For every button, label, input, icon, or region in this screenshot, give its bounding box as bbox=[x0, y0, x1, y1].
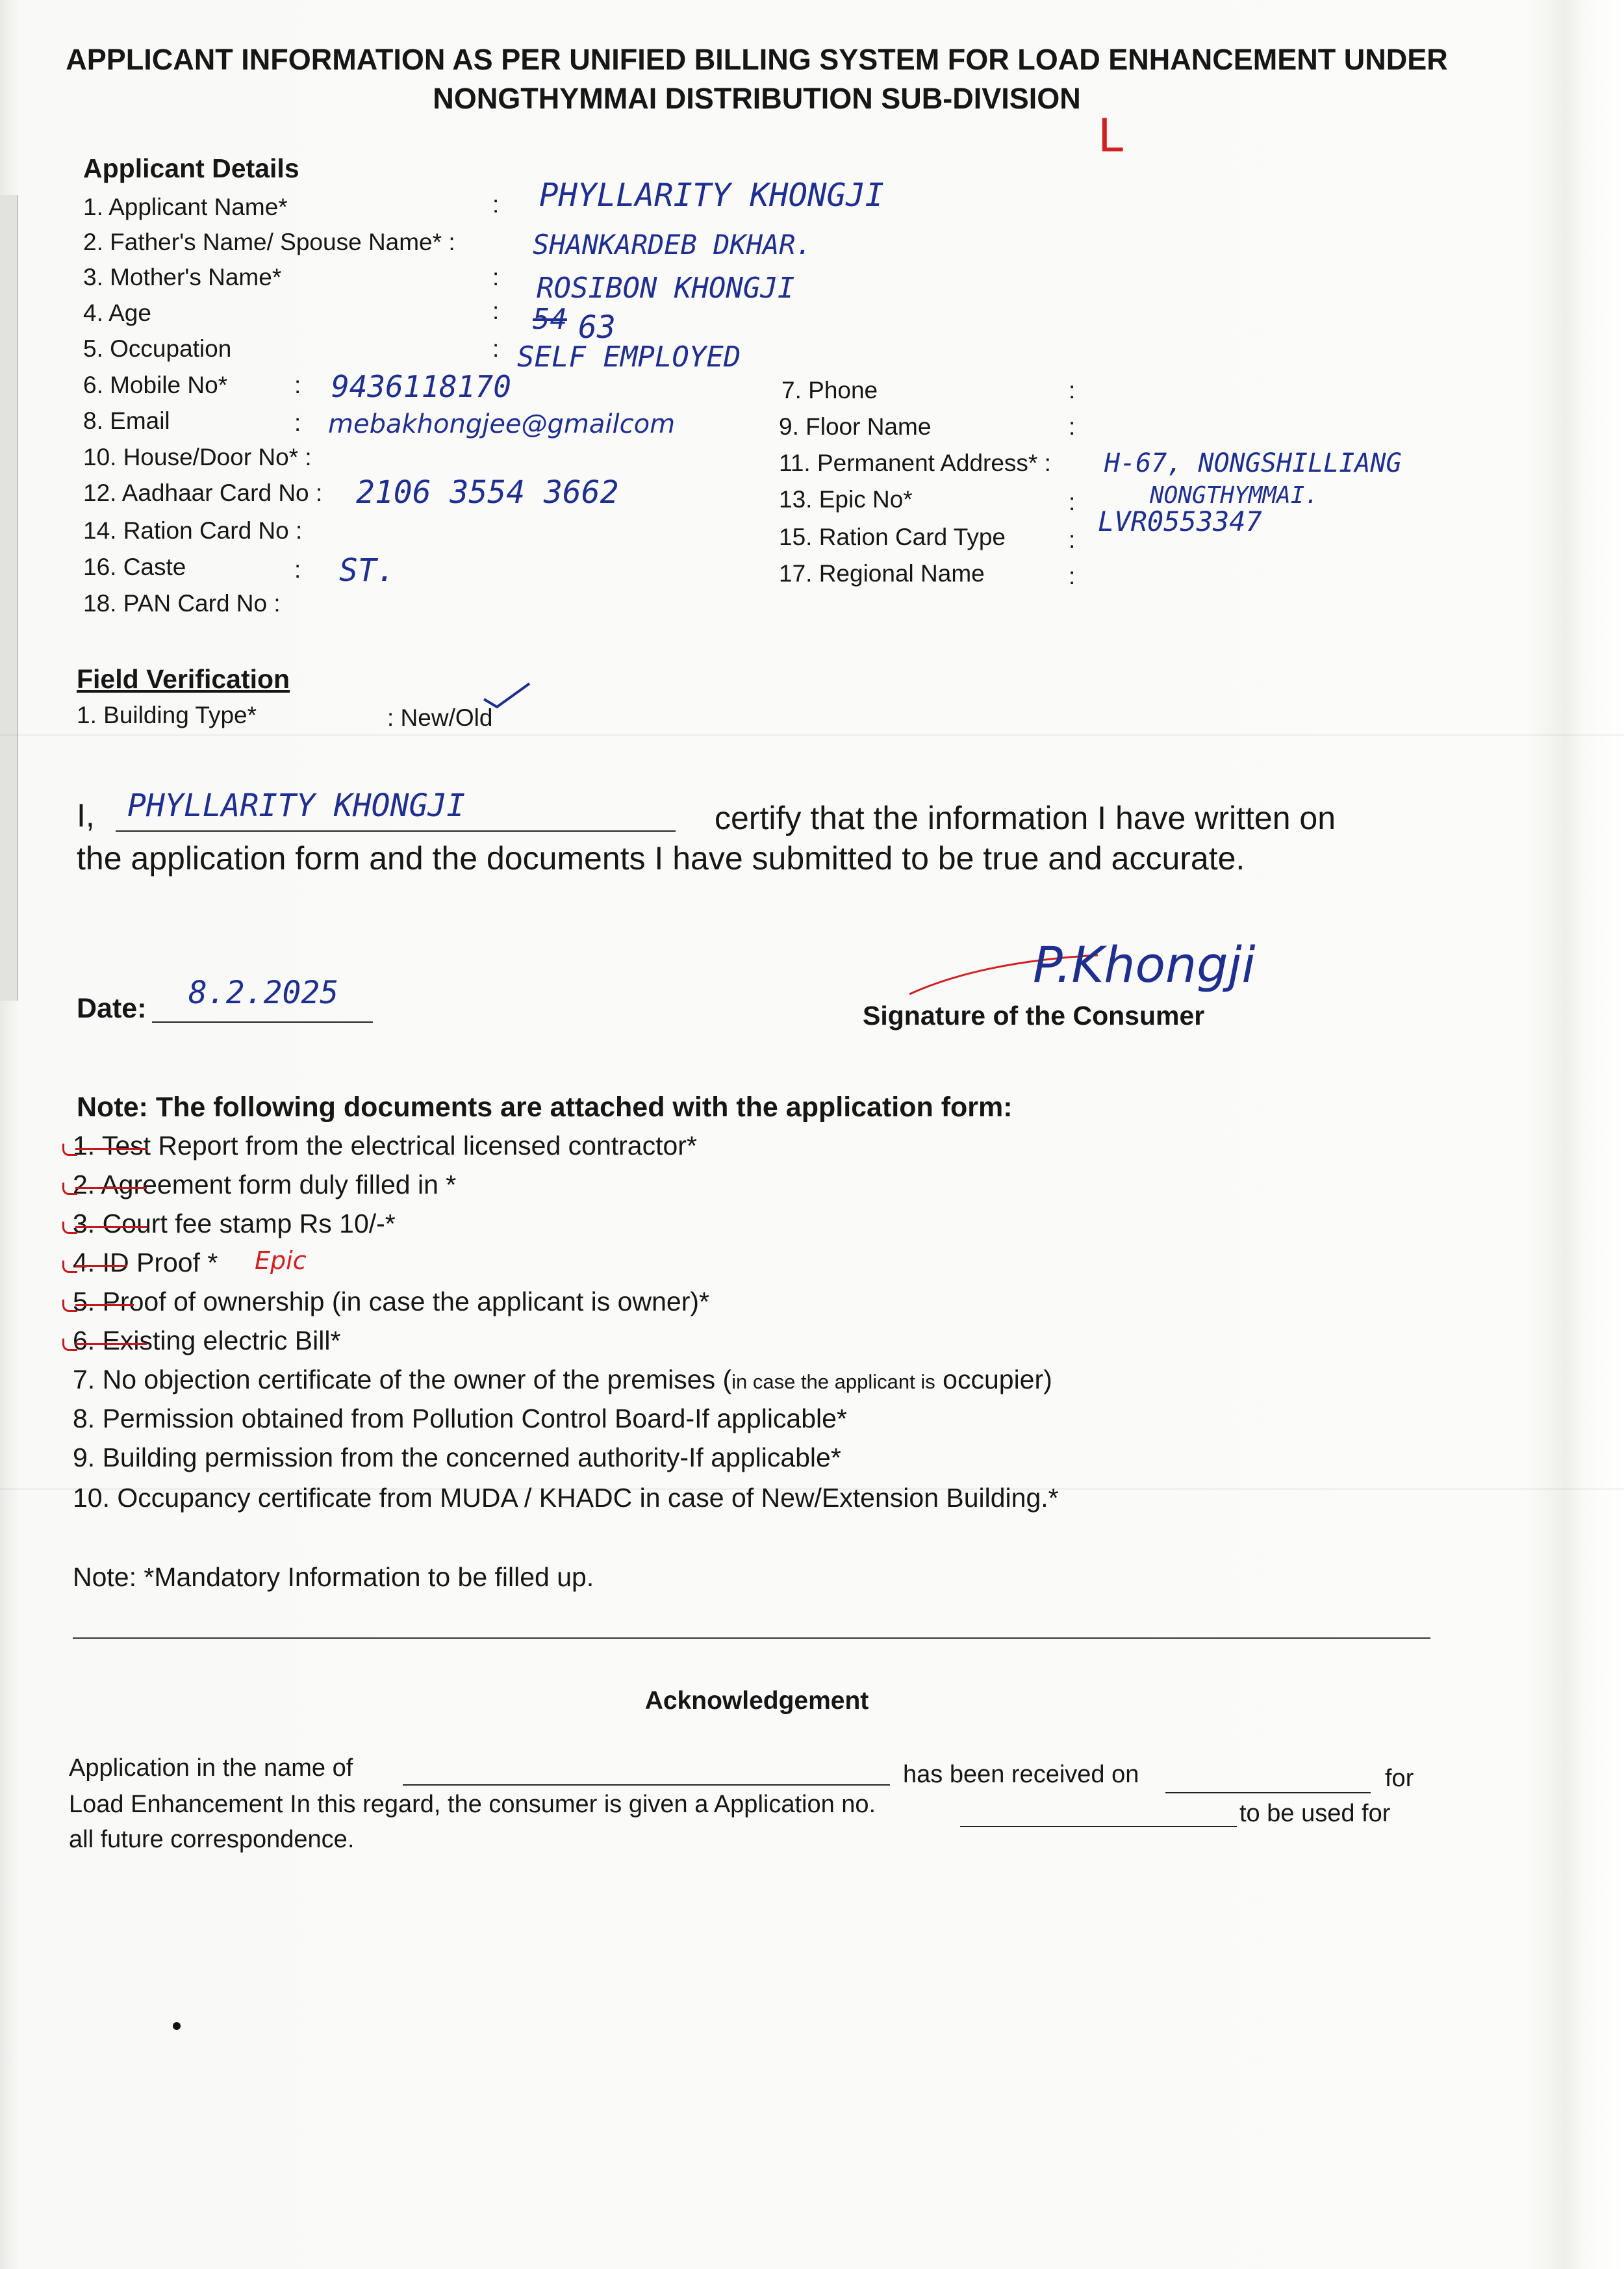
acknowledgement-heading: Acknowledgement bbox=[644, 1687, 869, 1715]
caste-label: 16. Caste bbox=[83, 554, 186, 580]
house-no-label: 10. House/Door No* : bbox=[83, 444, 312, 470]
applicant-name-value: PHYLLARITY KHONGJI bbox=[539, 177, 885, 214]
corner-mark: L bbox=[1098, 109, 1123, 162]
declaration-line1: certify that the information I have written on bbox=[715, 800, 1336, 836]
ack-line1-start: Application in the name of bbox=[69, 1754, 353, 1782]
document-item-4: 4. ID Proof * bbox=[73, 1248, 218, 1277]
ack-name-blank bbox=[403, 1784, 890, 1786]
form-title-line2: NONGTHYMMAI DISTRIBUTION SUB-DIVISION bbox=[433, 82, 1081, 115]
mobile-label: 6. Mobile No* bbox=[83, 372, 228, 398]
ack-line1-mid: has been received on bbox=[903, 1761, 1139, 1788]
mandatory-note: Note: *Mandatory Information to be filled up. bbox=[73, 1562, 594, 1592]
document-item-8: 8. Permission obtained from Pollution Control Board-If applicable* bbox=[73, 1404, 847, 1433]
document-item-2: 2. Agreement form duly filled in * bbox=[73, 1170, 457, 1199]
colon: : bbox=[1069, 563, 1076, 589]
documents-heading: Note: The following documents are attached with the application form: bbox=[77, 1092, 1013, 1123]
epic-value: LVR0553347 bbox=[1098, 506, 1262, 537]
mother-name-value: ROSIBON KHONGJI bbox=[537, 272, 795, 305]
id-proof-note: Epic bbox=[255, 1246, 307, 1275]
regional-name-label: 17. Regional Name bbox=[779, 560, 985, 587]
section-divider bbox=[73, 1637, 1430, 1639]
colon: : bbox=[294, 409, 301, 436]
building-type-label: 1. Building Type* bbox=[77, 702, 257, 728]
ack-line2-end: to be used for bbox=[1239, 1800, 1391, 1827]
age-struck-value: 54 bbox=[533, 303, 567, 336]
aadhaar-label: 12. Aadhaar Card No : bbox=[83, 480, 323, 506]
declaration-name-value: PHYLLARITY KHONGJI bbox=[127, 788, 466, 824]
permanent-address-line2: NONGTHYMMAI. bbox=[1150, 482, 1319, 509]
declaration-prefix: I, bbox=[77, 797, 95, 834]
document-item-7 bbox=[73, 1365, 1052, 1395]
email-label: 8. Email bbox=[83, 407, 170, 434]
ack-line1-end: for bbox=[1385, 1765, 1414, 1792]
applicant-details-heading: Applicant Details bbox=[83, 153, 299, 183]
permanent-address-label: 11. Permanent Address* : bbox=[779, 450, 1051, 476]
colon: : bbox=[492, 264, 500, 290]
document-item-7-end: occupier) bbox=[943, 1365, 1052, 1394]
ack-line3: all future correspondence. bbox=[69, 1826, 355, 1853]
red-strike-mark bbox=[75, 1343, 147, 1345]
age-value: 63 bbox=[578, 309, 616, 346]
declaration-name-line bbox=[116, 830, 676, 832]
declaration-line2: the application form and the documents I have submitted to be true and accurate. bbox=[77, 840, 1245, 877]
red-strike-mark bbox=[75, 1265, 127, 1267]
epic-label: 13. Epic No* bbox=[779, 486, 913, 513]
paper-fold-line bbox=[0, 734, 1624, 736]
date-value: 8.2.2025 bbox=[188, 975, 339, 1011]
document-item-9: 9. Building permission from the concerned authority-If applicable* bbox=[73, 1442, 841, 1472]
father-name-value: SHANKARDEB DKHAR. bbox=[533, 229, 812, 261]
red-strike-mark bbox=[75, 1187, 147, 1189]
document-item-7-small: in case the applicant is bbox=[731, 1370, 935, 1393]
date-label: Date: bbox=[77, 993, 147, 1024]
ink-dot bbox=[173, 2022, 181, 2030]
document-item-10: 10. Occupancy certificate from MUDA / KHADC in case of New/Extension Building.* bbox=[73, 1483, 1059, 1513]
age-label: 4. Age bbox=[83, 300, 151, 326]
document-item-5: 5. Proof of ownership (in case the applicant is owner)* bbox=[73, 1287, 709, 1316]
father-name-label: 2. Father's Name/ Spouse Name* : bbox=[83, 229, 455, 255]
colon: : bbox=[1069, 413, 1076, 440]
form-title-line1: APPLICANT INFORMATION AS PER UNIFIED BILLING SYSTEM FOR LOAD ENHANCEMENT UNDER bbox=[66, 43, 1448, 76]
building-type-value: : New/Old bbox=[387, 704, 493, 731]
ration-card-label: 14. Ration Card No : bbox=[83, 517, 303, 544]
occupation-value: SELF EMPLOYED bbox=[517, 340, 741, 374]
colon: : bbox=[1069, 526, 1076, 553]
scan-edge-strip bbox=[0, 195, 18, 1001]
colon: : bbox=[492, 298, 500, 324]
caste-value: ST. bbox=[339, 552, 396, 589]
mother-name-label: 3. Mother's Name* bbox=[83, 264, 282, 290]
colon: : bbox=[294, 556, 301, 583]
ack-line2-start: Load Enhancement In this regard, the consumer is given a Application no. bbox=[69, 1791, 876, 1818]
field-verification-heading: Field Verification bbox=[77, 664, 290, 694]
document-item-1: 1. Test Report from the electrical licensed contractor* bbox=[73, 1131, 697, 1160]
colon: : bbox=[1069, 489, 1076, 515]
applicant-name-label: 1. Applicant Name* bbox=[83, 194, 288, 220]
document-item-3: 3. Court fee stamp Rs 10/-* bbox=[73, 1209, 396, 1238]
mobile-value: 9436118170 bbox=[331, 369, 511, 404]
ack-date-blank bbox=[1165, 1792, 1371, 1793]
consumer-signature: P.Khongji bbox=[1033, 936, 1256, 993]
document-item-7-text: 7. No objection certificate of the owner of the premises ( bbox=[73, 1365, 732, 1394]
ack-application-no-blank bbox=[960, 1826, 1237, 1827]
pan-card-label: 18. PAN Card No : bbox=[83, 590, 281, 617]
floor-name-label: 9. Floor Name bbox=[779, 413, 932, 440]
colon: : bbox=[492, 335, 500, 362]
colon: : bbox=[1069, 377, 1076, 404]
red-strike-mark bbox=[75, 1148, 147, 1150]
colon: : bbox=[492, 191, 500, 218]
document-item-6: 6. Existing electric Bill* bbox=[73, 1326, 341, 1355]
email-value: mebakhongjee@gmailcom bbox=[328, 409, 676, 439]
red-strike-mark bbox=[75, 1304, 134, 1306]
ration-card-type-label: 15. Ration Card Type bbox=[779, 524, 1006, 550]
date-line bbox=[152, 1021, 373, 1023]
signature-label: Signature of the Consumer bbox=[863, 1001, 1205, 1031]
phone-label: 7. Phone bbox=[781, 377, 878, 404]
red-strike-mark bbox=[75, 1226, 147, 1228]
permanent-address-line1: H-67, NONGSHILLIANG bbox=[1104, 448, 1402, 478]
colon: : bbox=[294, 372, 301, 398]
occupation-label: 5. Occupation bbox=[83, 335, 232, 362]
aadhaar-value: 2106 3554 3662 bbox=[356, 474, 619, 511]
check-mark-icon bbox=[481, 680, 533, 712]
